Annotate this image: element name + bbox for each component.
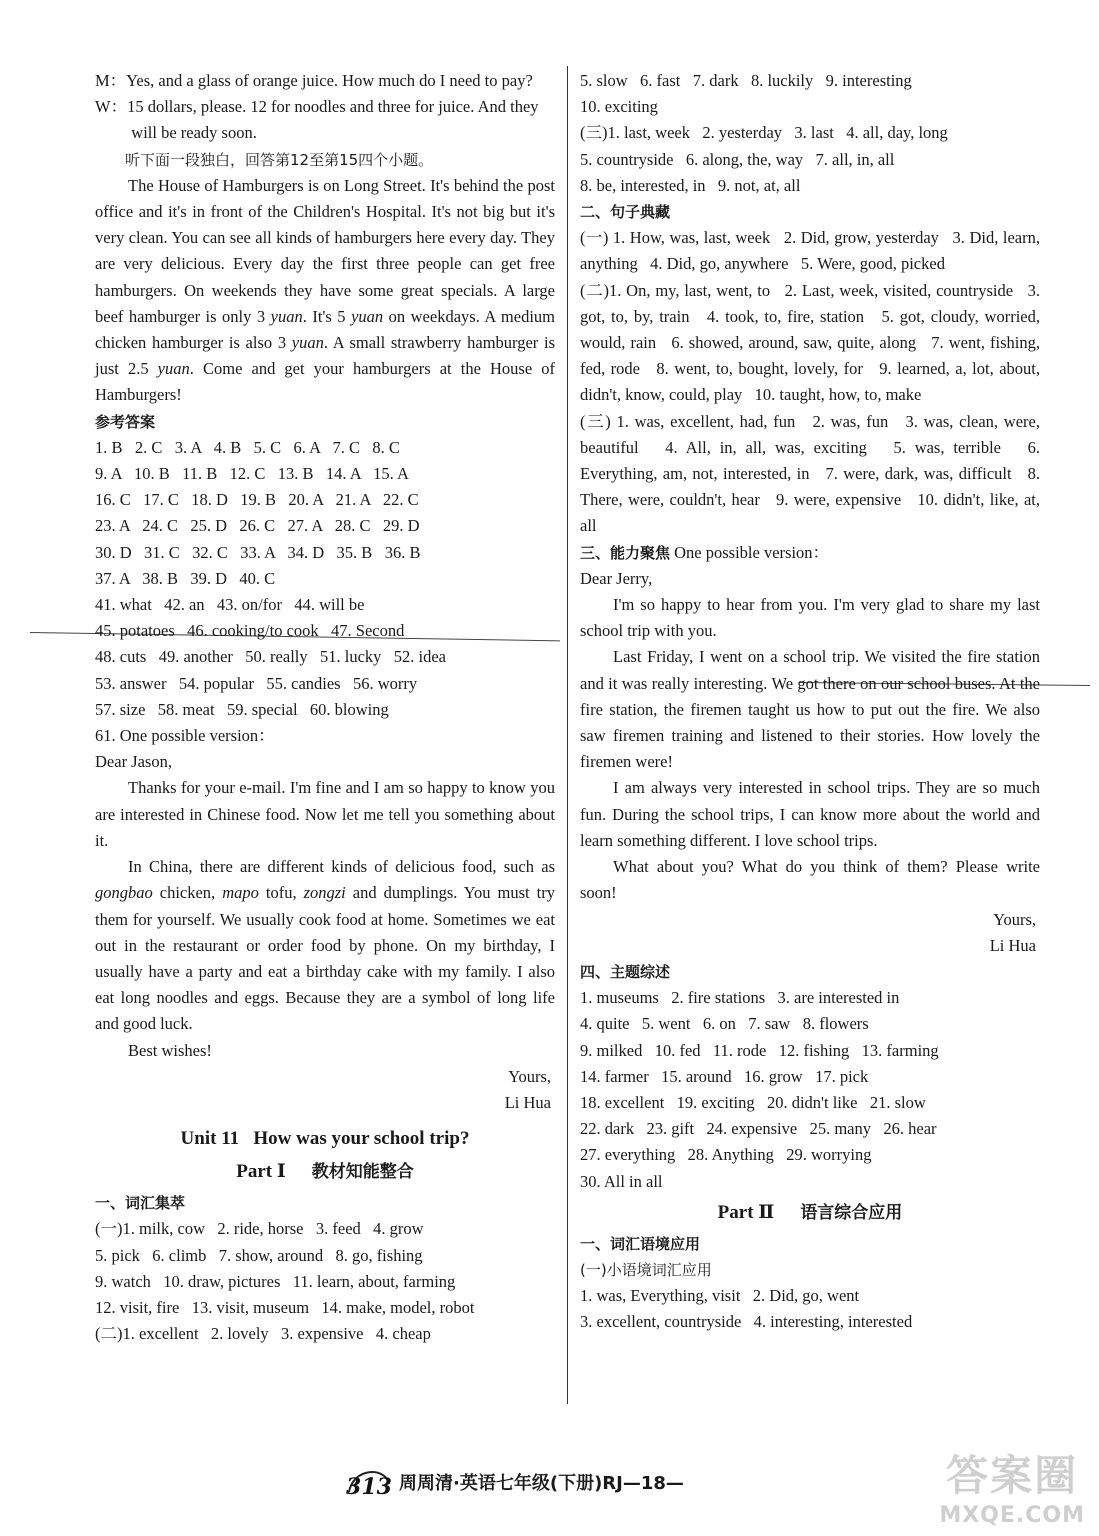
part-2-title — [580, 1195, 1040, 1231]
theme-line: 4. quite 5. went 6. on 7. saw 8. flowers — [580, 1014, 869, 1034]
answers-heading: 参考答案 — [95, 412, 156, 431]
answer-list — [95, 435, 555, 749]
letter-signature: Li Hua — [989, 935, 1036, 955]
page-footer — [345, 1462, 684, 1502]
passage: The House of Hamburgers is on Long Street. It's behind the post office and it's in front of the Children's Hospital. It's not big but it's very clean. You can see all kinds of hamburgers here every day. They are very delicious. Every day the first three people can get free hamburgers. On weekends they have some great specials. A large beef hamburger is only 3 yuan. It's 5 yuan on weekdays. A medium chicken hamburger is also 3 yuan. A small strawberry hamburger is just 2.5 yuan. Come and get your hamburgers at the House of Hamburgers! — [95, 175, 555, 405]
footer-text: 周周清·英语七年级(下册)RJ—18— — [399, 1473, 684, 1494]
dialogue-line: M：Yes, and a glass of orange juice. How much do I need to pay? — [95, 71, 533, 90]
answer-line: 41. what 42. an 43. on/for 44. will be — [95, 595, 365, 615]
letter-paragraph: In China, there are different kinds of delicious food, such as gongbao chicken, mapo tofu, zongzi and dumplings. You must try them for yourself. We usually cook food at home. Sometimes we eat out in the restaurant or order food by phone. On my birthday, I usually have a party and eat a birthday cake with my family. I also eat long noodles and eggs. Because they are a symbol of long life and good luck. — [95, 857, 555, 1034]
theme-line: 30. All in all — [580, 1171, 663, 1191]
usage-heading: 一、词汇语境应用 — [580, 1234, 701, 1253]
letter-paragraph: Best wishes! — [128, 1040, 212, 1060]
part-2-name: 语言综合应用 — [800, 1202, 903, 1223]
part-1-name: 教材知能整合 — [311, 1162, 414, 1183]
brand-logo — [345, 1462, 393, 1502]
sentences-group-3: (三) 1. was, excellent, had, fun 2. was, fun 3. was, clean, were, beautiful 4. All, in, all, was, exciting 5. was, terrible 6. Everything, am, not, interested, in 7. were, dark, was, difficult 8. There, were, couldn't, hear 9. were, expensive 10. didn't, like, at, all — [580, 411, 1045, 536]
vocab-line: 5. slow 6. fast 7. dark 8. luckily 9. interesting — [580, 71, 912, 90]
theme-line: 22. dark 23. gift 24. expensive 25. many 26. hear — [580, 1119, 937, 1139]
unit-title: Unit 11 How was your school trip? — [180, 1128, 470, 1150]
letter-greeting: Dear Jason, — [95, 752, 172, 772]
usage-subheading: (一)小语境词汇应用 — [580, 1260, 712, 1279]
watermark-logo: 答案圈 — [946, 1451, 1079, 1500]
answer-line: 61. One possible version： — [95, 726, 275, 746]
answer-line: 37. A 38. B 39. D 40. C — [95, 568, 276, 588]
usage-line: 1. was, Everything, visit 2. Did, go, went — [580, 1286, 860, 1306]
letter-paragraph: I'm so happy to hear from you. I'm very glad to share my last school trip with you. — [580, 595, 1040, 641]
left-column — [95, 68, 555, 1347]
answer-line: 53. answer 54. popular 55. candies 56. worry — [95, 673, 418, 693]
letter-paragraph: Last Friday, I went on a school trip. We visited the fire station and it was really interesting. We got there on our school buses. At the fire station, the firemen taught us how to put out the fire. We also saw firemen training and listened to their stories. How lovely the firemen were! — [580, 647, 1040, 772]
part-1-label: Part Ⅰ — [236, 1161, 286, 1183]
vocab-line: 5. pick 6. climb 7. show, around 8. go, fishing — [95, 1245, 423, 1265]
theme-line: 14. farmer 15. around 16. grow 17. pick — [580, 1066, 869, 1086]
part-1-title — [95, 1154, 555, 1190]
answer-line: 1. B 2. C 3. A 4. B 5. C 6. A 7. C 8. C — [95, 437, 400, 457]
theme-line: 27. everything 28. Anything 29. worrying — [580, 1145, 872, 1165]
vocab-line: 5. countryside 6. along, the, way 7. all, in, all — [580, 149, 895, 169]
letter-closing: Yours, — [508, 1066, 551, 1086]
sentences-group-1: (一) 1. How, was, last, week 2. Did, grow, yesterday 3. Did, learn, anything 4. Did, go, anywhere 5. Were, good, picked — [580, 228, 1045, 274]
letter-paragraph: Thanks for your e-mail. I'm fine and I am so happy to know you are interested in Chinese food. Now let me tell you something about it. — [95, 778, 555, 850]
letter-signature: Li Hua — [504, 1092, 551, 1112]
logo-text: 313 — [346, 1474, 392, 1500]
right-column — [580, 68, 1045, 1336]
watermark-site: MXQE.COM — [939, 1503, 1085, 1528]
answer-line: 30. D 31. C 32. C 33. A 34. D 35. B 36. B — [95, 542, 421, 562]
column-divider — [567, 66, 568, 1404]
part-2-label: Part Ⅱ — [717, 1201, 775, 1223]
vocab-line: 10. exciting — [580, 97, 658, 117]
focus-heading: 三、能力聚焦 — [580, 543, 671, 562]
focus-row — [580, 540, 1040, 566]
usage-line: 3. excellent, countryside 4. interesting, interested — [580, 1312, 913, 1332]
answer-line: 16. C 17. C 18. D 19. B 20. A 21. A 22. C — [95, 490, 419, 510]
vocab-line: (三)1. last, week 2. yesterday 3. last 4. all, day, long — [580, 123, 948, 143]
letter-jerry — [580, 566, 1040, 959]
vocab-heading: 一、词汇集萃 — [95, 1194, 186, 1213]
letter-closing: Yours, — [993, 909, 1036, 929]
dialogue-line: W：15 dollars, please. 12 for noodles and three for juice. And they will be ready soon. — [95, 97, 539, 143]
focus-note: One possible version： — [674, 542, 830, 562]
answer-line: 48. cuts 49. another 50. really 51. lucky 52. idea — [95, 647, 447, 667]
theme-line: 1. museums 2. fire stations 3. are interested in — [580, 988, 900, 1008]
vocab-line: (一)1. milk, cow 2. ride, horse 3. feed 4. grow — [95, 1219, 424, 1239]
letter-jason — [95, 749, 555, 1116]
listen-instruction: 听下面一段独白，回答第12至第15四个小题。 — [125, 150, 434, 169]
letter-paragraph: What about you? What do you think of them? Please write soon! — [580, 857, 1040, 903]
letter-greeting: Dear Jerry, — [580, 568, 653, 588]
theme-heading: 四、主题综述 — [580, 962, 671, 981]
theme-line: 9. milked 10. fed 11. rode 12. fishing 13. farming — [580, 1040, 939, 1060]
answer-line: 45. potatoes 46. cooking/to cook 47. Second — [95, 621, 405, 641]
vocab-line: (二)1. excellent 2. lovely 3. expensive 4. cheap — [95, 1324, 431, 1344]
sentences-group-2: (二)1. On, my, last, went, to 2. Last, week, visited, countryside 3. got, to, by, train 4. took, to, fire, station 5. got, cloudy, worried, would, rain 6. showed, around, saw, quite, along 7. went, fishing, fed, rode 8. went, to, bought, lovely, for 9. learned, a, lot, about, didn't, know, could, play 10. taught, how, to, make — [580, 280, 1045, 405]
theme-line: 18. excellent 19. exciting 20. didn't like 21. slow — [580, 1092, 926, 1112]
letter-paragraph: I am always very interested in school trips. They are so much fun. During the school trips, I can know more about the world and learn something different. I love school trips. — [580, 778, 1040, 850]
answer-line: 23. A 24. C 25. D 26. C 27. A 28. C 29. D — [95, 516, 420, 536]
vocab-line: 12. visit, fire 13. visit, museum 14. make, model, robot — [95, 1297, 475, 1317]
answer-line: 9. A 10. B 11. B 12. C 13. B 14. A 15. A — [95, 464, 409, 484]
sentences-heading: 二、句子典藏 — [580, 203, 671, 222]
vocab-line: 9. watch 10. draw, pictures 11. learn, about, farming — [95, 1271, 456, 1291]
watermark — [939, 1443, 1085, 1528]
vocab-line: 8. be, interested, in 9. not, at, all — [580, 175, 801, 195]
answer-line: 57. size 58. meat 59. special 60. blowing — [95, 699, 389, 719]
